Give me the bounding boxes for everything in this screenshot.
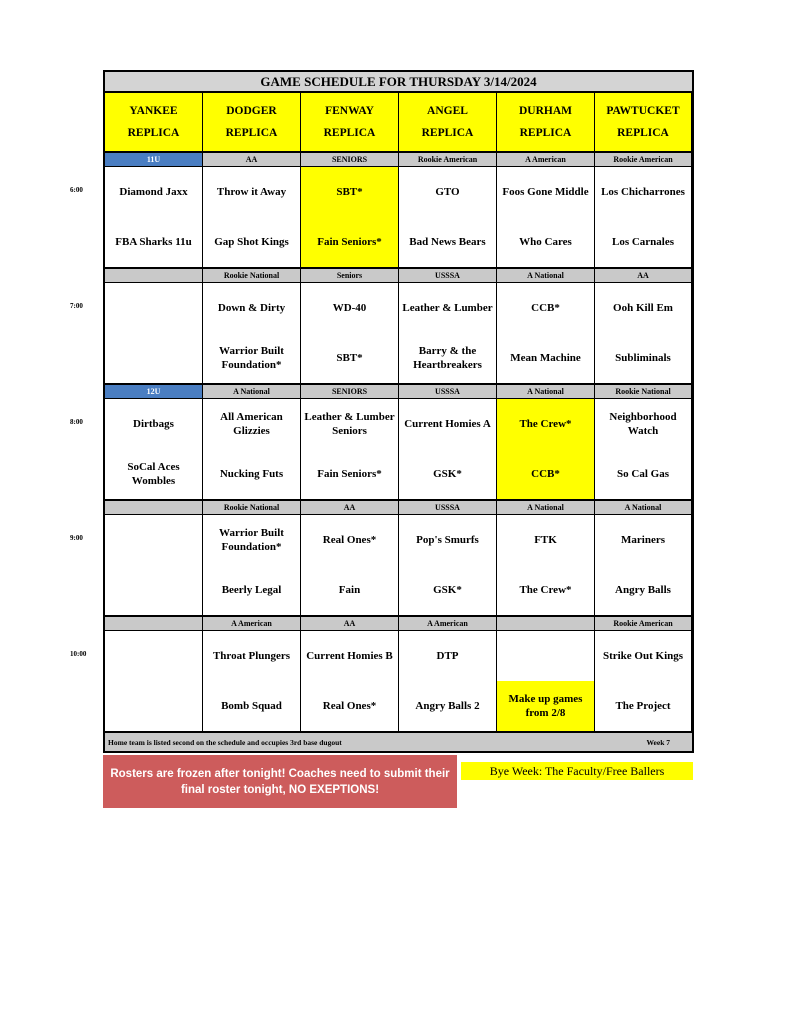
game-cell: Bomb Squad xyxy=(203,681,301,731)
field-header xyxy=(105,93,203,151)
game-cell: Angry Balls xyxy=(595,565,692,615)
game-cell: FBA Sharks 11u xyxy=(105,217,203,267)
game-cell: So Cal Gas xyxy=(595,449,692,499)
field-subtitle: REPLICA xyxy=(127,127,180,139)
division-label: SENIORS xyxy=(301,151,399,167)
game-cell xyxy=(105,333,203,383)
division-label: A National xyxy=(497,499,595,515)
field-subtitle: REPLICA xyxy=(519,127,572,139)
game-cell: Barry & the Heartbreakers xyxy=(399,333,497,383)
division-label xyxy=(497,615,595,631)
game-cell: Dirtbags xyxy=(105,399,203,449)
game-cell: GSK* xyxy=(399,565,497,615)
time-label: 7:00 xyxy=(70,302,83,310)
time-label: 9:00 xyxy=(70,534,83,542)
game-cell: Warrior Built Foundation* xyxy=(203,515,301,565)
field-name: YANKEE xyxy=(129,105,178,117)
time-label: 8:00 xyxy=(70,418,83,426)
field-header xyxy=(497,93,595,151)
game-cell: FTK xyxy=(497,515,595,565)
game-cell: Current Homies B xyxy=(301,631,399,681)
division-label: A National xyxy=(497,383,595,399)
field-header xyxy=(399,93,497,151)
game-cell: CCB* xyxy=(497,449,595,499)
game-cell xyxy=(105,283,203,333)
game-cell: Los Chicharrones xyxy=(595,167,692,217)
game-cell: Mean Machine xyxy=(497,333,595,383)
division-label: AA xyxy=(203,151,301,167)
division-label: 12U xyxy=(105,383,203,399)
division-label: AA xyxy=(595,267,692,283)
division-label: A National xyxy=(497,267,595,283)
game-cell: Foos Gone Middle xyxy=(497,167,595,217)
game-cell xyxy=(497,631,595,681)
field-header xyxy=(301,93,399,151)
division-label: Rookie American xyxy=(595,151,692,167)
division-label: AA xyxy=(301,499,399,515)
field-name: DURHAM xyxy=(518,105,573,117)
game-cell: The Crew* xyxy=(497,565,595,615)
game-cell: Fain Seniors* xyxy=(301,217,399,267)
game-cell: Beerly Legal xyxy=(203,565,301,615)
division-label: AA xyxy=(301,615,399,631)
game-cell: Throw it Away xyxy=(203,167,301,217)
week-label: Week 7 xyxy=(646,737,670,747)
division-label: A National xyxy=(595,499,692,515)
game-cell xyxy=(105,681,203,731)
game-cell: Real Ones* xyxy=(301,515,399,565)
division-label: SENIORS xyxy=(301,383,399,399)
bye-week-note: Bye Week: The Faculty/Free Ballers xyxy=(461,762,693,780)
field-subtitle: REPLICA xyxy=(323,127,376,139)
game-cell: Leather & Lumber Seniors xyxy=(301,399,399,449)
division-label: Rookie National xyxy=(595,383,692,399)
game-cell: The Crew* xyxy=(497,399,595,449)
field-subtitle: REPLICA xyxy=(617,127,669,139)
game-cell: WD-40 xyxy=(301,283,399,333)
division-label: USSSA xyxy=(399,499,497,515)
home-team-note: Home team is listed second on the schedule and occupies 3rd base dugout xyxy=(108,737,342,747)
division-label: Rookie National xyxy=(203,499,301,515)
game-cell: Current Homies A xyxy=(399,399,497,449)
division-label: Rookie National xyxy=(203,267,301,283)
field-name: FENWAY xyxy=(325,105,374,117)
game-cell: Angry Balls 2 xyxy=(399,681,497,731)
game-cell: All American Glizzies xyxy=(203,399,301,449)
schedule-title: GAME SCHEDULE FOR THURSDAY 3/14/2024 xyxy=(105,72,692,93)
game-cell: Los Carnales xyxy=(595,217,692,267)
game-cell: Strike Out Kings xyxy=(595,631,692,681)
division-label: A National xyxy=(203,383,301,399)
game-cell: GSK* xyxy=(399,449,497,499)
game-cell: Make up games from 2/8 xyxy=(497,681,595,731)
game-cell: Pop's Smurfs xyxy=(399,515,497,565)
game-cell: Leather & Lumber xyxy=(399,283,497,333)
game-cell: Fain xyxy=(301,565,399,615)
time-label: 6:00 xyxy=(70,186,83,194)
game-cell: The Project xyxy=(595,681,692,731)
game-cell: Gap Shot Kings xyxy=(203,217,301,267)
game-cell: Down & Dirty xyxy=(203,283,301,333)
game-cell xyxy=(105,565,203,615)
game-cell: Bad News Bears xyxy=(399,217,497,267)
division-label: USSSA xyxy=(399,383,497,399)
game-cell: Fain Seniors* xyxy=(301,449,399,499)
game-cell: Warrior Built Foundation* xyxy=(203,333,301,383)
game-cell: DTP xyxy=(399,631,497,681)
field-header xyxy=(203,93,301,151)
game-cell: Diamond Jaxx xyxy=(105,167,203,217)
division-label: USSSA xyxy=(399,267,497,283)
game-cell xyxy=(105,515,203,565)
game-cell: Throat Plungers xyxy=(203,631,301,681)
field-name: PAWTUCKET xyxy=(606,105,680,117)
division-label: Rookie American xyxy=(595,615,692,631)
field-subtitle: REPLICA xyxy=(225,127,278,139)
division-label: A American xyxy=(203,615,301,631)
roster-notice: Rosters are frozen after tonight! Coaches need to submit their final roster tonight, NO EXEPTIONS! xyxy=(103,755,457,808)
game-cell: Subliminals xyxy=(595,333,692,383)
game-cell: SBT* xyxy=(301,333,399,383)
game-cell: Who Cares xyxy=(497,217,595,267)
division-label xyxy=(105,615,203,631)
field-header xyxy=(595,93,692,151)
time-label: 10:00 xyxy=(70,650,87,658)
schedule-footer xyxy=(105,731,692,751)
field-name: DODGER xyxy=(226,105,277,117)
game-cell: Real Ones* xyxy=(301,681,399,731)
division-label: 11U xyxy=(105,151,203,167)
schedule-table xyxy=(103,70,694,753)
division-label: A American xyxy=(497,151,595,167)
game-cell: SoCal Aces Wombles xyxy=(105,449,203,499)
game-cell xyxy=(105,631,203,681)
division-label: Seniors xyxy=(301,267,399,283)
game-cell: Neighborhood Watch xyxy=(595,399,692,449)
division-label xyxy=(105,267,203,283)
division-label: Rookie American xyxy=(399,151,497,167)
game-cell: Nucking Futs xyxy=(203,449,301,499)
division-label: A American xyxy=(399,615,497,631)
field-subtitle: REPLICA xyxy=(421,127,474,139)
game-cell: GTO xyxy=(399,167,497,217)
game-cell: Mariners xyxy=(595,515,692,565)
game-cell: CCB* xyxy=(497,283,595,333)
division-label xyxy=(105,499,203,515)
game-cell: SBT* xyxy=(301,167,399,217)
game-cell: Ooh Kill Em xyxy=(595,283,692,333)
field-name: ANGEL xyxy=(427,105,468,117)
